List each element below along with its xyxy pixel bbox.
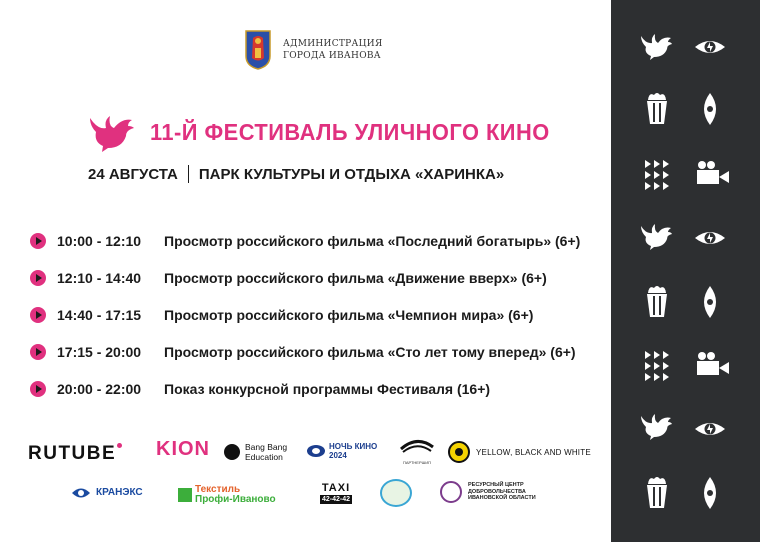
eye-icon	[695, 423, 725, 435]
play-arrows-icon	[645, 160, 669, 190]
schedule-event: Показ конкурсной программы Фестиваля (16+)	[164, 380, 491, 397]
admin-line-1: АДМИНИСТРАЦИЯ	[283, 39, 383, 49]
schedule-list	[30, 222, 580, 407]
decorative-sidebar	[611, 0, 760, 542]
schedule-row	[30, 333, 580, 370]
textile-logo: Текстиль Профи-Иваново	[178, 485, 276, 505]
rutube-logo: RUTUBE	[28, 443, 122, 465]
festival-date: 24 АВГУСТА	[88, 165, 178, 183]
kranex-logo: КРАНЭКС	[70, 484, 143, 502]
textile-icon	[178, 488, 192, 502]
schedule-event: Просмотр российского фильма «Последний богатырь» (6+)	[164, 232, 581, 249]
schedule-row	[30, 370, 580, 407]
bird-logo-icon	[88, 112, 136, 152]
festival-title-row	[88, 112, 571, 152]
eye-icon	[695, 232, 725, 244]
schedule-time: 17:15 - 20:00	[57, 343, 142, 360]
partnership-logo: ПАРТНЕРШИП	[396, 439, 438, 465]
play-bullet-icon	[30, 270, 46, 286]
bangbang-logo: Bang Bang Education	[224, 442, 287, 462]
schedule-row	[30, 296, 580, 333]
bird-icon	[641, 414, 672, 440]
sidebar-pattern	[611, 0, 760, 542]
resurs-icon	[440, 481, 462, 503]
kranex-icon	[70, 484, 92, 502]
belyi-parus-logo-icon	[380, 479, 412, 507]
eye-icon	[695, 41, 725, 53]
festival-title: 11-Й ФЕСТИВАЛЬ УЛИЧНОГО КИНО	[150, 118, 550, 145]
taxi-logo: TAXI 42-42-42	[321, 482, 351, 503]
schedule-row	[30, 222, 580, 259]
schedule-row	[30, 259, 580, 296]
nochkino-logo: НОЧЬ КИНО 2024	[306, 442, 377, 460]
popcorn-icon	[647, 477, 667, 508]
bird-icon	[641, 224, 672, 250]
popcorn-icon	[647, 286, 667, 317]
eye-vertical-icon	[704, 477, 716, 509]
schedule-event: Просмотр российского фильма «Чемпион мира» (6+)	[164, 306, 534, 323]
schedule-time: 14:40 - 17:15	[57, 306, 142, 323]
film-camera-icon	[697, 352, 729, 375]
festival-venue: ПАРК КУЛЬТУРЫ И ОТДЫХА «ХАРИНКА»	[198, 165, 505, 183]
bangbang-icon	[224, 444, 240, 460]
schedule-time: 10:00 - 12:10	[57, 232, 142, 249]
schedule-time: 20:00 - 22:00	[57, 380, 142, 397]
ybw-icon	[448, 441, 470, 463]
schedule-event: Просмотр российского фильма «Сто лет тому вперед» (6+)	[164, 343, 576, 360]
nochkino-icon	[306, 444, 326, 458]
play-bullet-icon	[30, 233, 46, 249]
festival-date-venue	[88, 165, 504, 183]
play-bullet-icon	[30, 344, 46, 360]
bird-icon	[641, 34, 672, 60]
ybw-logo: YELLOW, BLACK AND WHITE	[448, 441, 591, 463]
popcorn-icon	[647, 93, 667, 124]
play-bullet-icon	[30, 381, 46, 397]
schedule-event: Просмотр российского фильма «Движение вверх» (6+)	[164, 269, 547, 286]
schedule-time: 12:10 - 14:40	[57, 269, 142, 286]
eye-vertical-icon	[704, 286, 716, 318]
play-arrows-icon	[645, 351, 669, 381]
city-administration-header	[245, 30, 383, 70]
resurs-center-logo: РЕСУРСНЫЙ ЦЕНТР ДОБРОВОЛЬЧЕСТВА ИВАНОВСКОЙ ОБЛАСТИ	[440, 481, 536, 503]
coat-of-arms-icon	[245, 30, 271, 70]
kion-logo: KION	[156, 438, 210, 460]
divider	[188, 165, 189, 183]
film-camera-icon	[697, 161, 729, 184]
eye-vertical-icon	[704, 93, 716, 125]
partnership-icon	[399, 439, 435, 455]
admin-line-2: ГОРОДА ИВАНОВА	[283, 51, 381, 61]
play-bullet-icon	[30, 307, 46, 323]
